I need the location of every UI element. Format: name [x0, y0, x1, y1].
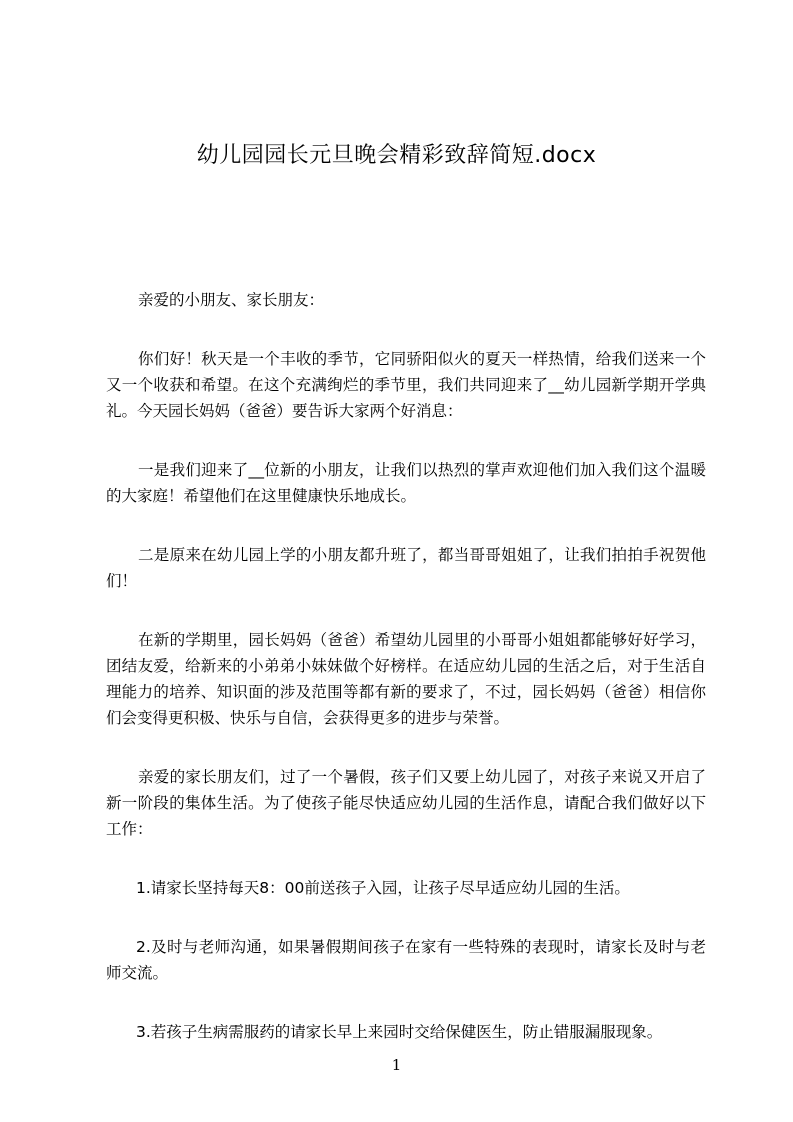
news-one-paragraph: 一是我们迎来了__位新的小朋友，让我们以热烈的掌声欢迎他们加入我们这个温暖的大家庭！希望他们在这里健康快乐地成长。 — [106, 461, 706, 505]
list-item-2: 2.及时与老师沟通，如果暑假期间孩子在家有一些特殊的表现时，请家长及时与老师交流。 — [106, 938, 706, 982]
document-body — [106, 287, 706, 1078]
document-title: 幼儿园园长元旦晚会精彩致辞简短.docx — [196, 143, 597, 168]
salutation-paragraph: 亲爱的小朋友、家长朋友： — [138, 291, 325, 309]
page-number: 1 — [391, 1056, 402, 1074]
list-item-1: 1.请家长坚持每天8：00前送孩子入园，让孩子尽早适应幼儿园的生活。 — [136, 879, 630, 897]
news-two-paragraph: 二是原来在幼儿园上学的小朋友都升班了，都当哥哥姐姐了，让我们拍拍手祝贺他们！ — [106, 546, 706, 590]
greeting-paragraph: 你们好！秋天是一个丰收的季节，它同骄阳似火的夏天一样热情，给我们送来一个又一个收获和希望。在这个充满绚烂的季节里，我们共同迎来了__幼儿园新学期开学典礼。今天园长妈妈（爸爸）要告诉大家两个好消息： — [106, 350, 706, 420]
new-semester-paragraph: 在新的学期里，园长妈妈（爸爸）希望幼儿园里的小哥哥小姐姐都能够好好学习，团结友爱，给新来的小弟弟小妹妹做个好榜样。在适应幼儿园的生活之后，对于生活自理能力的培养、知识面的涉及范围等都有新的要求了，不过，园长妈妈（爸爸）相信你们会变得更积极、快乐与自信，会获得更多的进步与荣誉。 — [106, 631, 706, 727]
parents-paragraph: 亲爱的家长朋友们，过了一个暑假，孩子们又要上幼儿园了，对孩子来说又开启了新一阶段的集体生活。为了使孩子能尽快适应幼儿园的生活作息，请配合我们做好以下工作： — [106, 768, 706, 838]
list-item-3: 3.若孩子生病需服药的请家长早上来园时交给保健医生，防止错服漏服现象。 — [136, 1023, 663, 1041]
